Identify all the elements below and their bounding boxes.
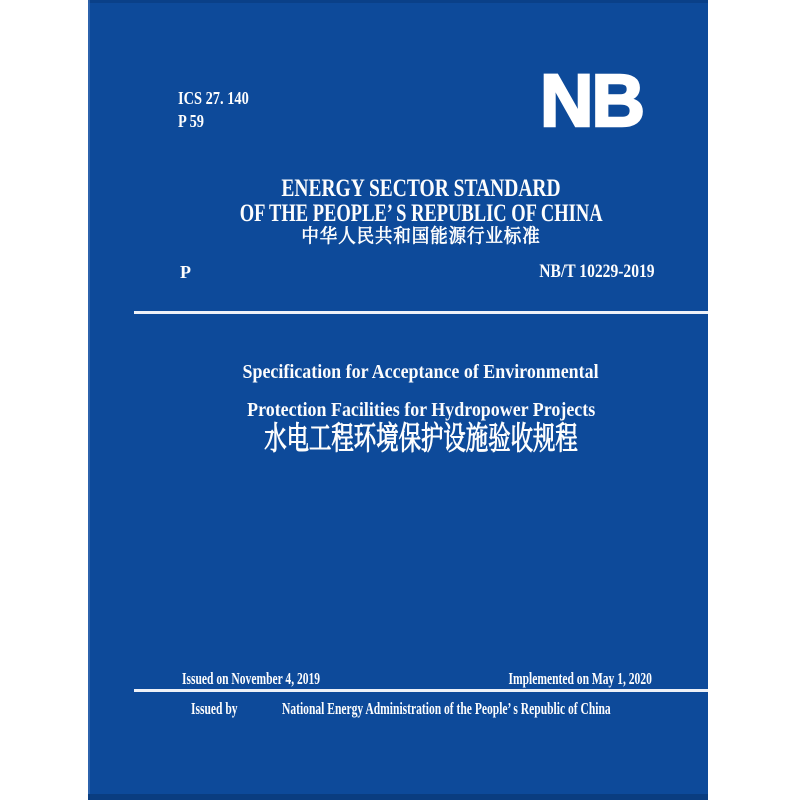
org-name-cn (134, 226, 708, 248)
cover-bottom-edge (88, 794, 708, 800)
title-cn (134, 420, 708, 456)
divider-line-bottom (134, 689, 708, 692)
classification-code-text: P 59 (178, 111, 205, 131)
title-cn-text: 水电工程环境保护设施验收规程 (264, 420, 578, 456)
org-name-en-line2 (134, 201, 708, 227)
org-name-en-line1 (134, 176, 708, 202)
org-name-en-line1-text: ENERGY SECTOR STANDARD (281, 175, 561, 202)
issued-date (182, 670, 379, 688)
issued-date-text: Issued on November 4, 2019 (182, 669, 321, 688)
standard-number (514, 262, 655, 282)
implemented-date-text: Implemented on May 1, 2020 (508, 669, 652, 688)
standard-cover (88, 0, 708, 800)
cover-top-edge (88, 0, 708, 3)
implemented-date (447, 670, 652, 688)
standard-number-text: NB/T 10229-2019 (539, 261, 655, 282)
ics-code-text: ICS 27. 140 (178, 88, 249, 108)
org-name-en-line2-text: OF THE PEOPLE’ S REPUBLIC OF CHINA (239, 200, 603, 227)
issued-by-label: Issued by (191, 699, 238, 718)
title-en-line2-text: Protection Facilities for Hydropower Projects (246, 400, 596, 421)
nb-logo: NB (540, 59, 643, 142)
title-en-line1 (134, 362, 708, 384)
divider-line-top (134, 311, 708, 314)
cover-left-edge (88, 0, 90, 800)
ics-code (178, 88, 267, 108)
issued-by-row (191, 699, 751, 718)
issued-by-value: National Energy Administration of the People’ s Republic of China (281, 699, 611, 718)
doc-class-mark: P (180, 262, 191, 282)
classification-code (178, 111, 211, 131)
org-name-cn-text: 中华人民共和国能源行业标准 (301, 226, 541, 247)
title-en-line2 (134, 400, 708, 422)
title-en-line1-text: Specification for Acceptance of Environmental (242, 362, 600, 383)
